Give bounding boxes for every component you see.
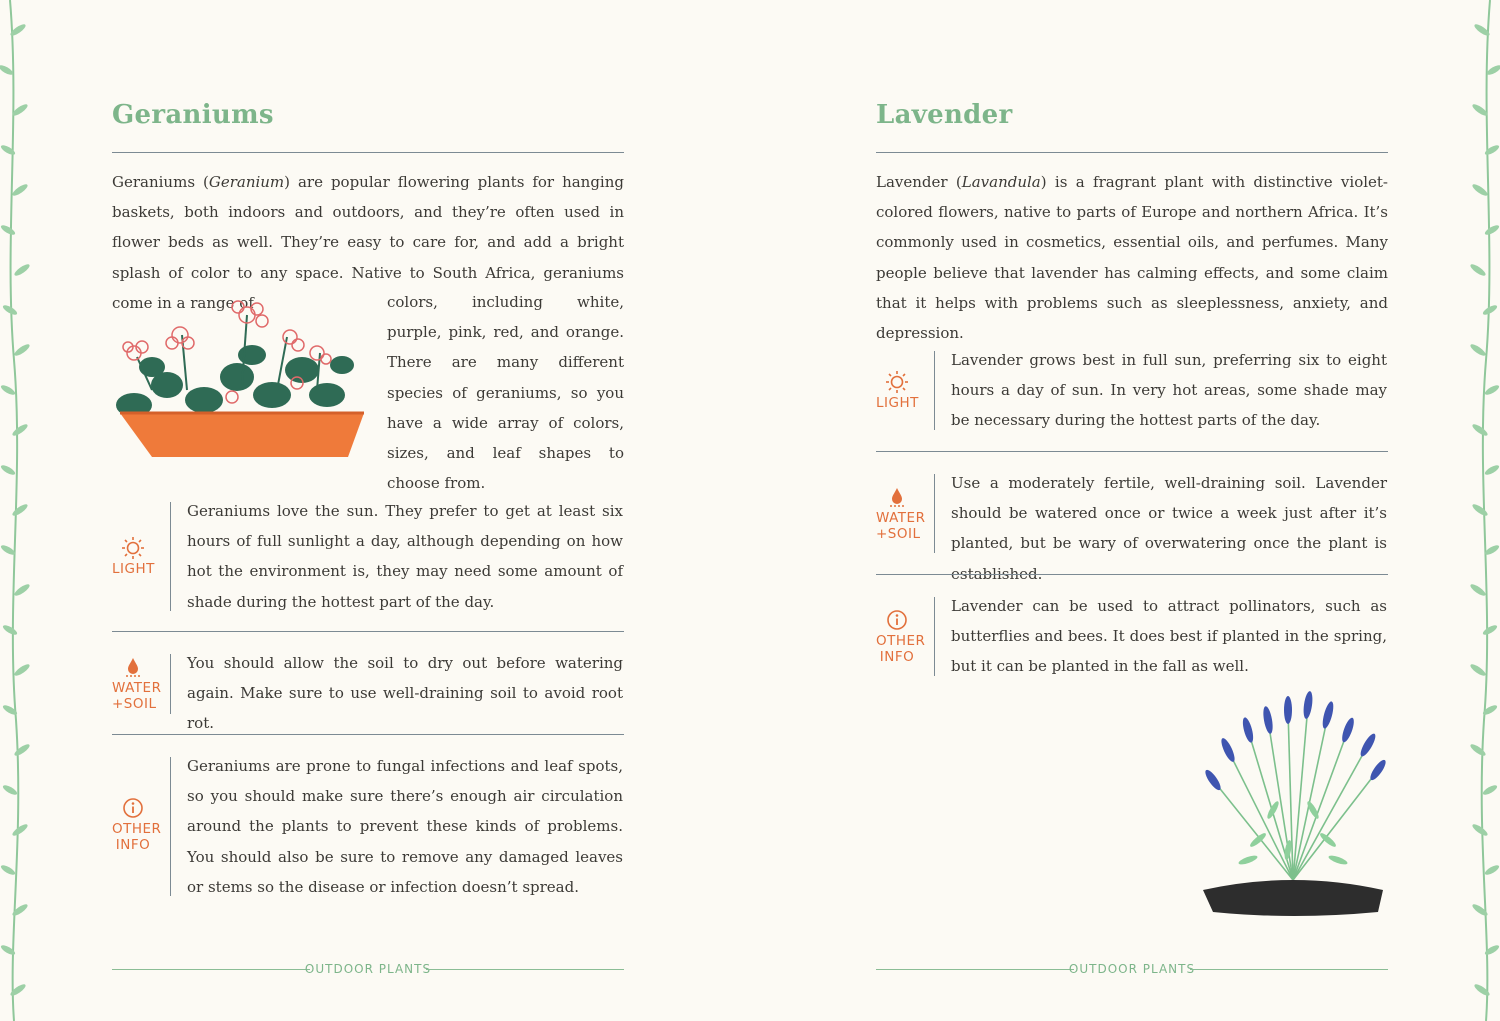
- section-text: Geraniums love the sun. They prefer to get at least six hours of full sunlight a day, although depending on how hot the environment is, they may need some amount of shade during the hottest part of the day.: [187, 502, 623, 611]
- geranium-illustration: [112, 295, 372, 460]
- intro-latin-name: Geranium: [208, 173, 285, 191]
- left-page: [112, 0, 625, 1021]
- section-divider: [876, 451, 1388, 452]
- title-rule: [112, 152, 624, 153]
- footer-rule-right: [1190, 969, 1388, 970]
- section-text: Geraniums are prone to fungal infections and leaf spots, so you should make sure there’s enough air circulation around the plants to prevent these kinds of problems. You should also be sure to remove any damaged leaves or stems so the disease or infection doesn’t spread.: [187, 757, 623, 896]
- left-vine-border: [0, 0, 34, 1021]
- sun-icon: [121, 537, 145, 559]
- section-other-info: [876, 591, 1388, 681]
- water-drop-icon: [889, 486, 905, 508]
- section-text: Lavender grows best in full sun, preferring six to eight hours a day of sun. In very hot areas, some shade may be necessary during the hottest parts of the day.: [951, 351, 1387, 430]
- section-label: WATER: [112, 680, 162, 696]
- intro-text-start: Lavender (: [876, 173, 962, 191]
- section-water-soil: [112, 648, 624, 733]
- intro-text-start: Geraniums (: [112, 173, 209, 191]
- right-page: [876, 0, 1389, 1021]
- section-divider: [112, 631, 624, 632]
- intro-text-end: ) are popular flowering plants for hanging baskets, both indoors and outdoors, and they’re often used in flower beds as well. They’re easy to care for, and add a bright splash of color to any space. Native to South Africa, geraniums come in a range of: [112, 173, 624, 312]
- section-text: Use a moderately fertile, well-draining soil. Lavender should be watered once or twice a week just after it’s planted, but be wary of overwatering once the plant is established.: [951, 474, 1387, 583]
- section-label: LIGHT: [112, 561, 155, 577]
- section-label-2: INFO: [879, 649, 915, 665]
- section-water-soil: [876, 468, 1388, 583]
- section-bar: [934, 351, 935, 430]
- water-soil-label: [876, 486, 926, 542]
- section-divider: [876, 574, 1388, 575]
- section-label: OTHER: [876, 633, 926, 649]
- section-label: LIGHT: [876, 395, 919, 411]
- section-text: Lavender can be used to attract pollinators, such as butterflies and bees. It does best if planted in the spring, but it can be planted in the fall as well.: [951, 597, 1387, 676]
- sun-icon: [885, 371, 909, 393]
- page-title: Geraniums: [112, 100, 274, 130]
- footer-rule-right: [426, 969, 624, 970]
- section-bar: [170, 757, 171, 896]
- footer-label: OUTDOOR PLANTS: [1068, 962, 1196, 976]
- section-bar: [170, 502, 171, 611]
- page-title: Lavender: [876, 100, 1013, 130]
- info-icon: [886, 609, 908, 631]
- section-divider: [112, 734, 624, 735]
- water-soil-label: [112, 656, 162, 712]
- section-label-2: INFO: [115, 837, 151, 853]
- page-footer: [112, 962, 624, 978]
- section-bar: [934, 474, 935, 553]
- title-rule: [876, 152, 1388, 153]
- section-label: WATER: [876, 510, 926, 526]
- intro-wrap-paragraph: colors, including white, purple, pink, red, and orange. There are many different species of geraniums, so you have a wide array of colors, sizes, and leaf shapes to choose from.: [387, 293, 624, 493]
- section-text: You should allow the soil to dry out before watering again. Make sure to use well-draining soil to avoid root rot.: [187, 654, 623, 733]
- footer-label: OUTDOOR PLANTS: [304, 962, 432, 976]
- section-label: OTHER: [112, 821, 162, 837]
- section-label-2: +SOIL: [112, 696, 157, 712]
- other-info-label: [876, 609, 926, 665]
- right-vine-border: [1466, 0, 1500, 1021]
- intro-paragraph: [876, 167, 1388, 348]
- page-footer: [876, 962, 1388, 978]
- section-light: [876, 345, 1388, 435]
- section-light: [112, 496, 624, 616]
- intro-text-end: ) is a fragrant plant with distinctive violet-colored flowers, native to parts of Europe and northern Africa. It’s commonly used in cosmetics, essential oils, and perfumes. Many people believe that lavender has calming effects, and some claim that it helps with problems such as sleeplessness, anxiety, and depression.: [876, 173, 1388, 343]
- light-label: [112, 537, 154, 577]
- water-drop-icon: [125, 656, 141, 678]
- section-other-info: [112, 751, 624, 901]
- light-label: [876, 371, 918, 411]
- section-bar: [170, 654, 171, 714]
- section-bar: [934, 597, 935, 676]
- info-icon: [122, 797, 144, 819]
- section-label-2: +SOIL: [876, 526, 921, 542]
- intro-latin-name: Lavandula: [961, 173, 1041, 191]
- lavender-illustration: [1198, 690, 1388, 920]
- other-info-label: [112, 797, 162, 853]
